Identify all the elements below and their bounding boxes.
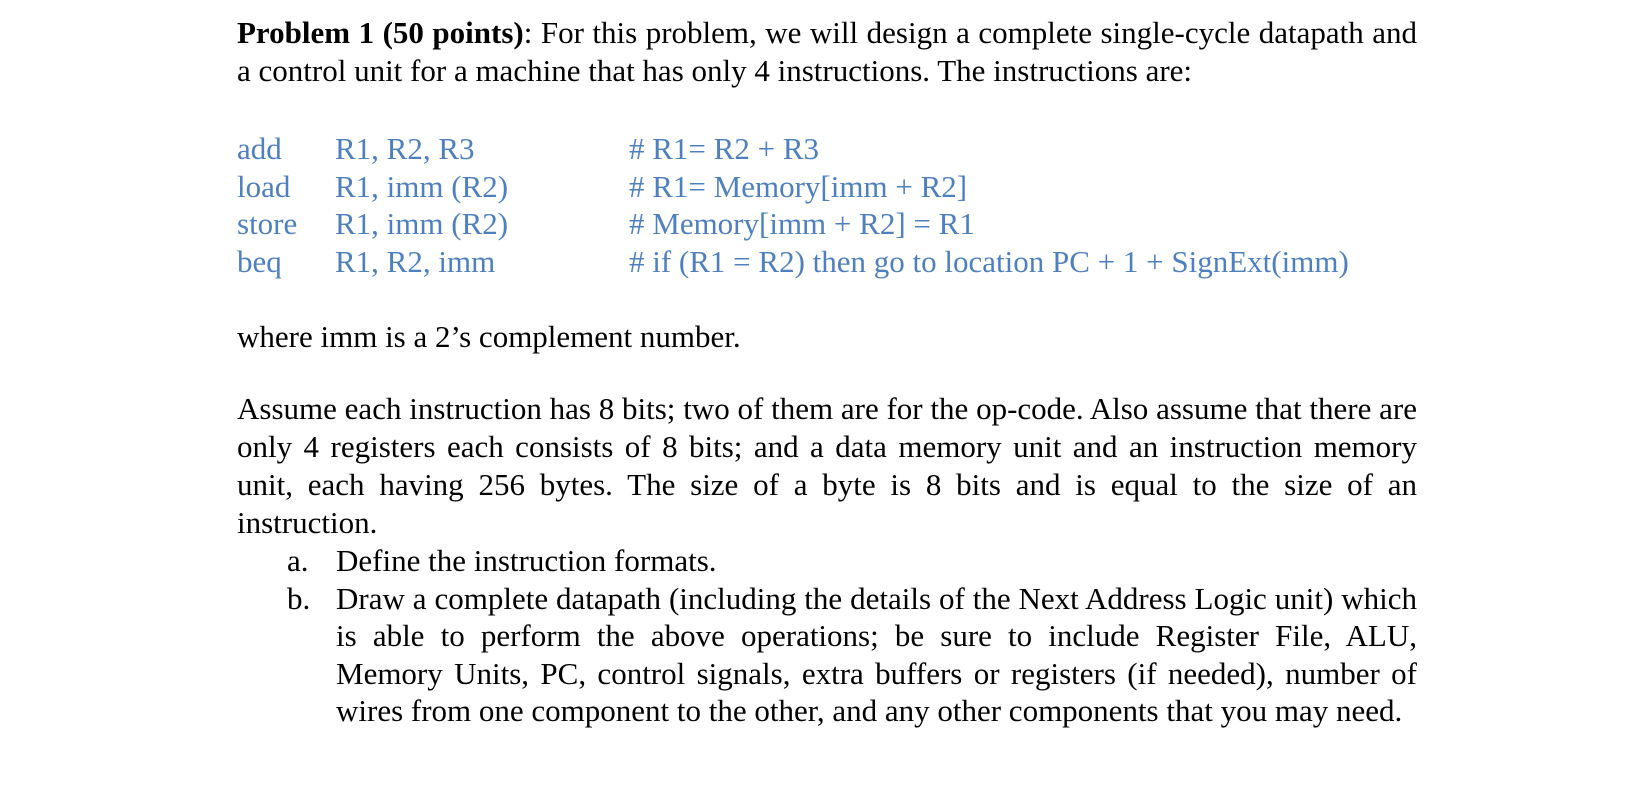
instruction-operands: R1, R2, imm	[335, 243, 496, 279]
task-marker: a.	[287, 543, 309, 578]
task-item-b	[237, 580, 1417, 730]
instruction-comment: # Memory[imm + R2] = R1	[629, 206, 975, 241]
instruction-row-store	[237, 205, 1417, 243]
task-text: Draw a complete datapath (including the details of the Next Address Logic unit) which is able to perform the above operations; be sure to include Register File, ALU, Memory Units, PC, control signals, extra buffers or registers (if needed), number of wires from one component to the other, and any other components that you may need.	[336, 580, 1417, 728]
instruction-comment: # R1= R2 + R3	[629, 131, 819, 166]
instruction-mnemonic: beq	[237, 243, 282, 279]
instruction-row-load	[237, 168, 1417, 206]
task-list	[237, 542, 1417, 730]
instruction-operands: R1, imm (R2)	[335, 168, 509, 204]
task-item-a	[237, 542, 1417, 580]
instruction-mnemonic: load	[237, 168, 291, 204]
instruction-comment: # R1= Memory[imm + R2]	[629, 168, 968, 204]
instruction-operands: R1, R2, R3	[335, 131, 475, 166]
task-text: Define the instruction formats.	[336, 543, 717, 578]
problem-heading: Problem 1 (50 points)	[237, 15, 524, 50]
problem-statement	[237, 14, 1417, 90]
instruction-list	[237, 130, 1417, 280]
instruction-operands: R1, imm (R2)	[335, 206, 509, 241]
assumptions-paragraph: Assume each instruction has 8 bits; two of them are for the op-code. Also assume that there are only 4 registers each consists of 8 bits; and a data memory unit and an instruction memory unit, each having 256 bytes. The size of a byte is 8 bits and is equal to the size of an instruction.	[237, 391, 1417, 540]
instruction-comment: # if (R1 = R2) then go to location PC + 1 + SignExt(imm)	[629, 243, 1349, 279]
imm-definition: where imm is a 2’s complement number.	[237, 319, 741, 354]
instruction-row-add	[237, 130, 1417, 168]
task-marker: b.	[287, 580, 311, 616]
document-page	[237, 14, 1417, 730]
instruction-row-beq	[237, 243, 1417, 281]
problem-intro: : For this problem, we will design a complete single-cycle datapath and a control unit for a machine that has only 4 instructions. The instructions are:	[237, 15, 1418, 88]
instruction-mnemonic: store	[237, 206, 298, 241]
instruction-mnemonic: add	[237, 131, 282, 166]
